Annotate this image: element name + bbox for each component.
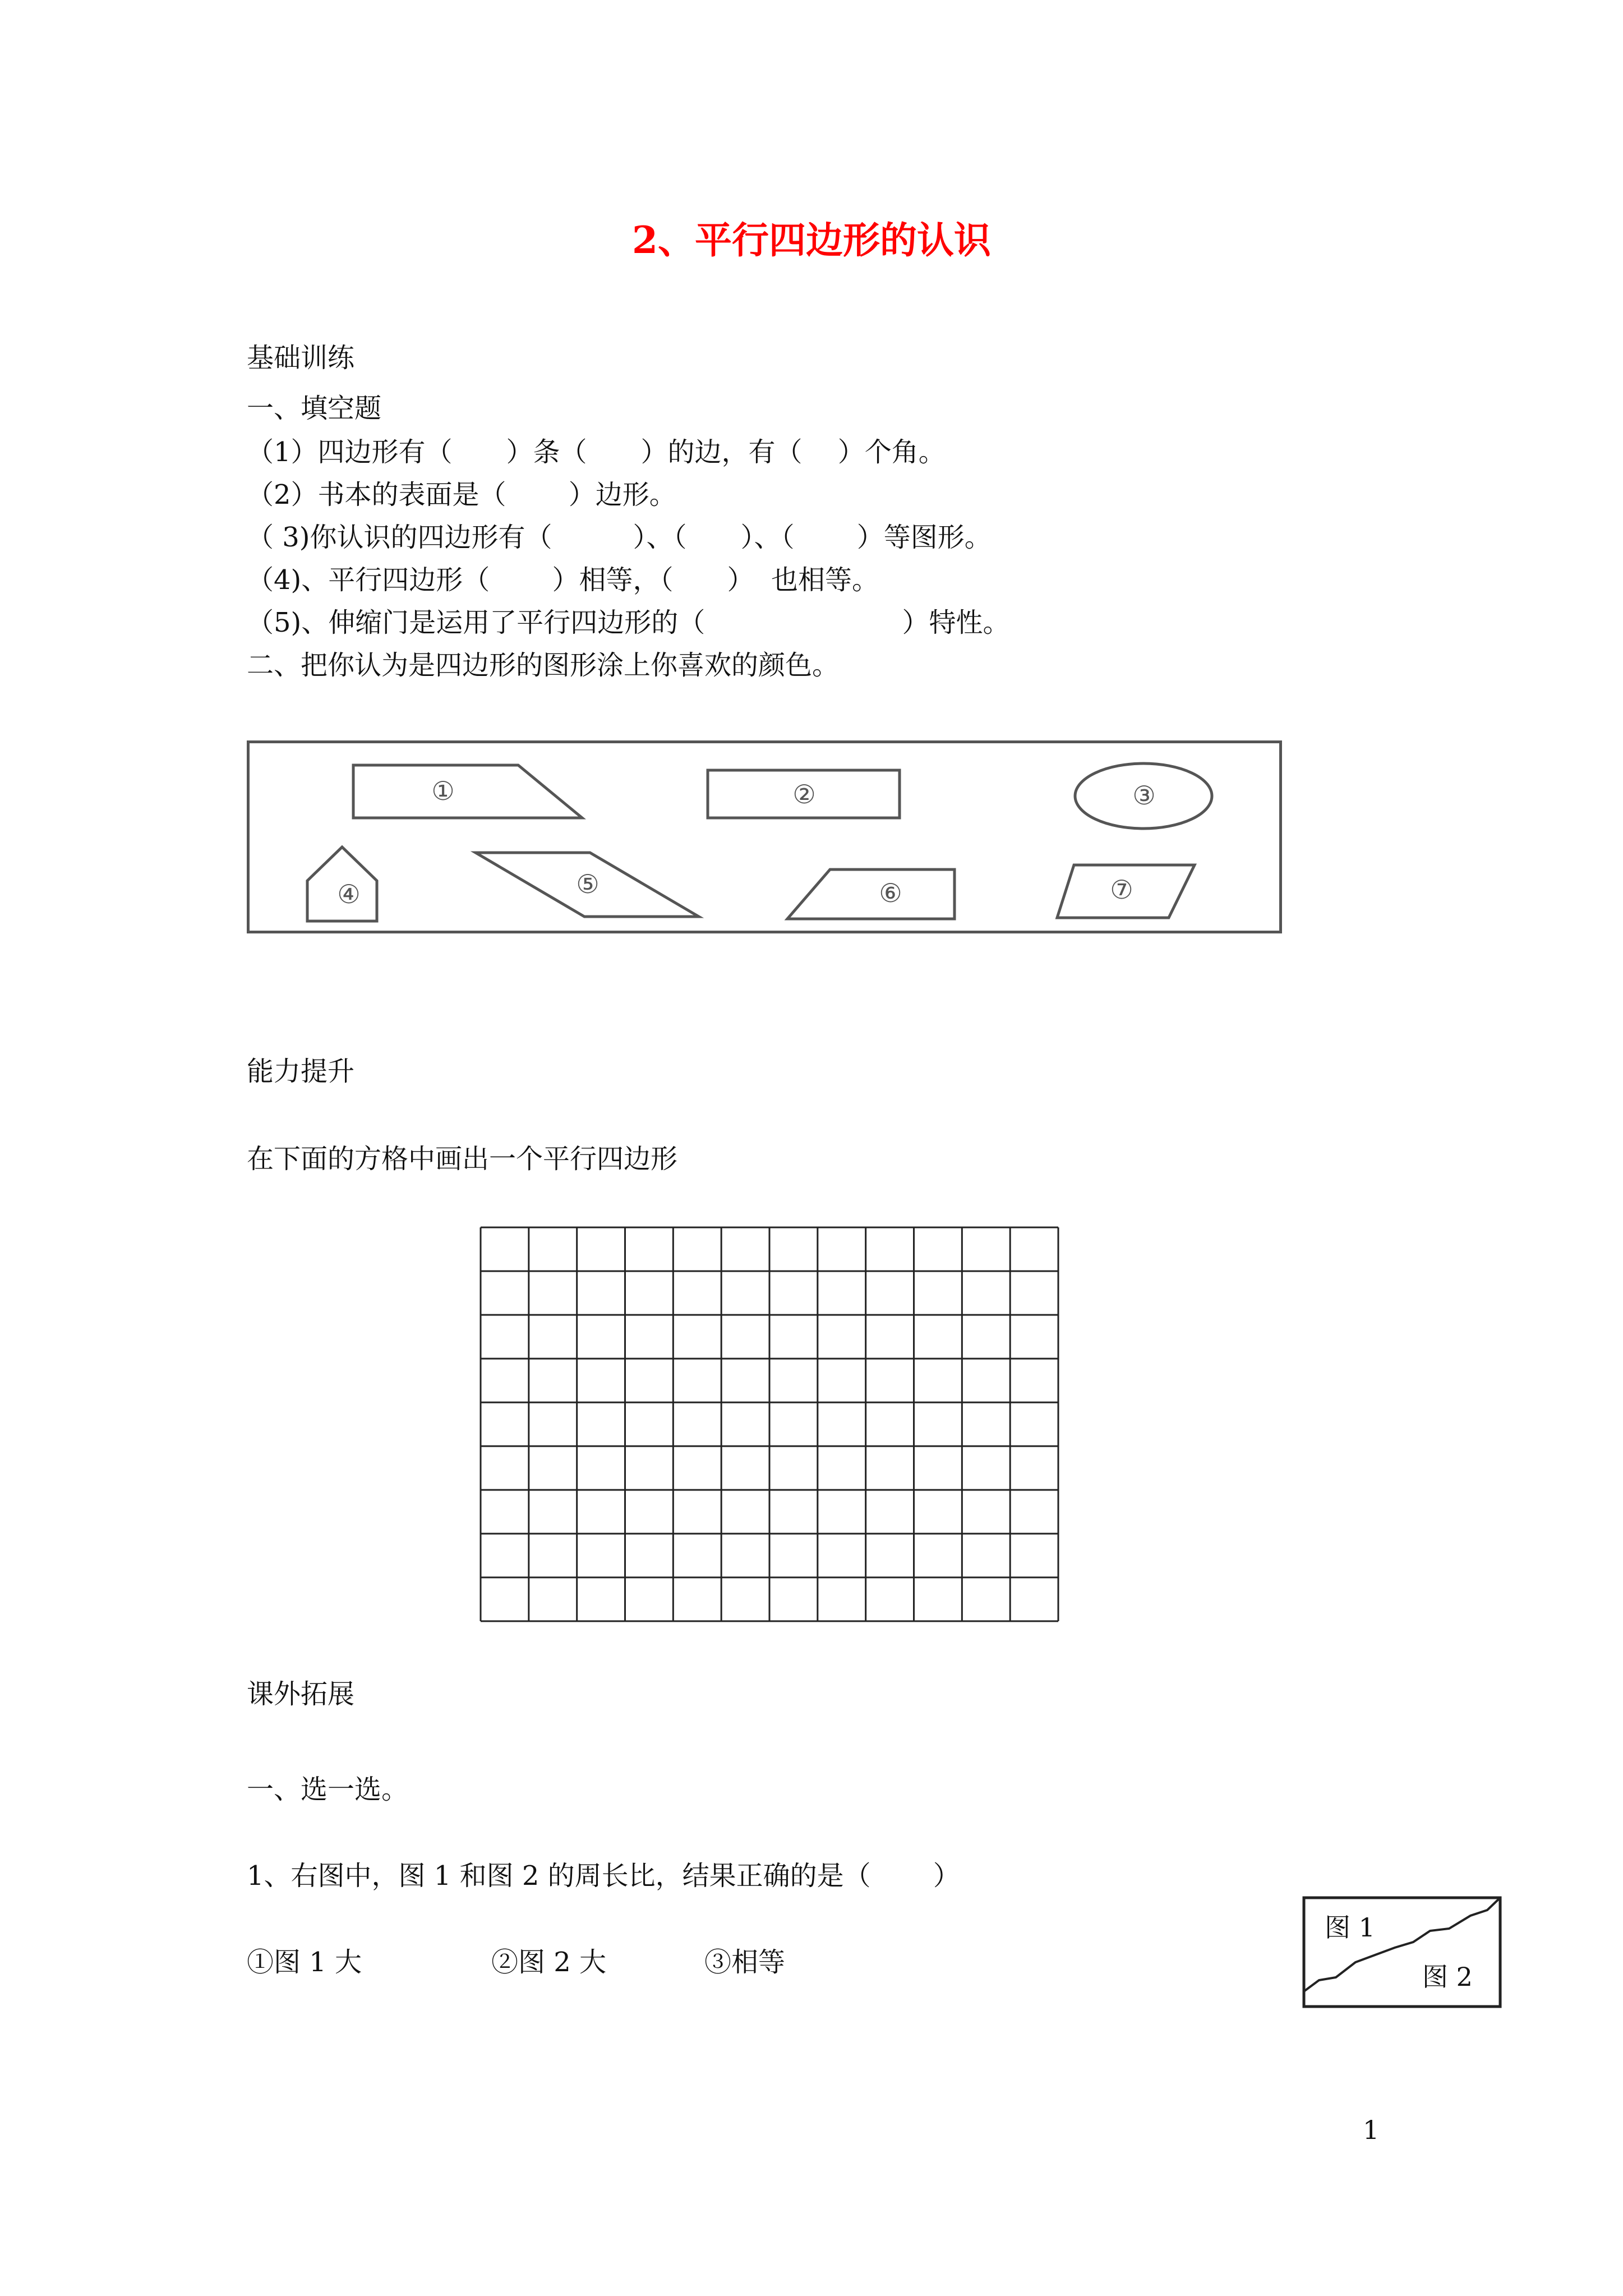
part-title-choose: 一、选一选。 [247, 1774, 409, 1805]
shapes-figure [247, 740, 1282, 933]
grid-instruction: 在下面的方格中画出一个平行四边形 [247, 1143, 678, 1175]
question-3: （ 3)你认识的四边形有（ ）、（ ）、（ ）等图形。 [247, 522, 992, 553]
shape-label-7: ⑦ [1110, 875, 1133, 905]
question-5: （5)、伸缩门是运用了平行四边形的（ ）特性。 [247, 607, 1010, 638]
option-1[interactable]: ①图 1 大 [247, 1947, 362, 1978]
option-2[interactable]: ②图 2 大 [491, 1947, 607, 1978]
part-title-color-shapes: 二、把你认为是四边形的图形涂上你喜欢的颜色。 [247, 650, 840, 681]
question-1: （1）四边形有（ ）条（ ）的边，有（ ）个角。 [247, 436, 946, 468]
shape-1-trapezoid [353, 765, 582, 818]
question-2: （2）书本的表面是（ ）边形。 [247, 479, 676, 510]
shape-label-6: ⑥ [879, 878, 902, 908]
shape-label-3: ③ [1132, 780, 1156, 811]
choice-question-1: 1、右图中，图 1 和图 2 的周长比，结果正确的是（ ） [247, 1860, 960, 1892]
shape-label-2: ② [792, 779, 816, 809]
figure-2-label: 图 2 [1422, 1962, 1473, 1992]
page-title: 2、平行四边形的认识 [632, 218, 991, 262]
page-number: 1 [1363, 2115, 1380, 2145]
part-title-fill-blank: 一、填空题 [247, 393, 382, 424]
section-heading-basic: 基础训练 [247, 342, 355, 374]
section-heading-extension: 课外拓展 [247, 1678, 355, 1710]
question-4: （4)、平行四边形（ ）相等，（ ） 也相等。 [247, 564, 879, 596]
perimeter-figure [1302, 1896, 1502, 2008]
shape-label-1: ① [431, 776, 455, 806]
shape-label-5: ⑤ [576, 869, 600, 899]
section-heading-ability: 能力提升 [247, 1056, 355, 1087]
shape-label-4: ④ [337, 879, 361, 909]
option-3[interactable]: ③相等 [704, 1947, 786, 1978]
figure-1-label: 图 1 [1325, 1912, 1375, 1943]
drawing-grid[interactable] [479, 1226, 1060, 1623]
shape-6-trapezoid [787, 869, 955, 919]
